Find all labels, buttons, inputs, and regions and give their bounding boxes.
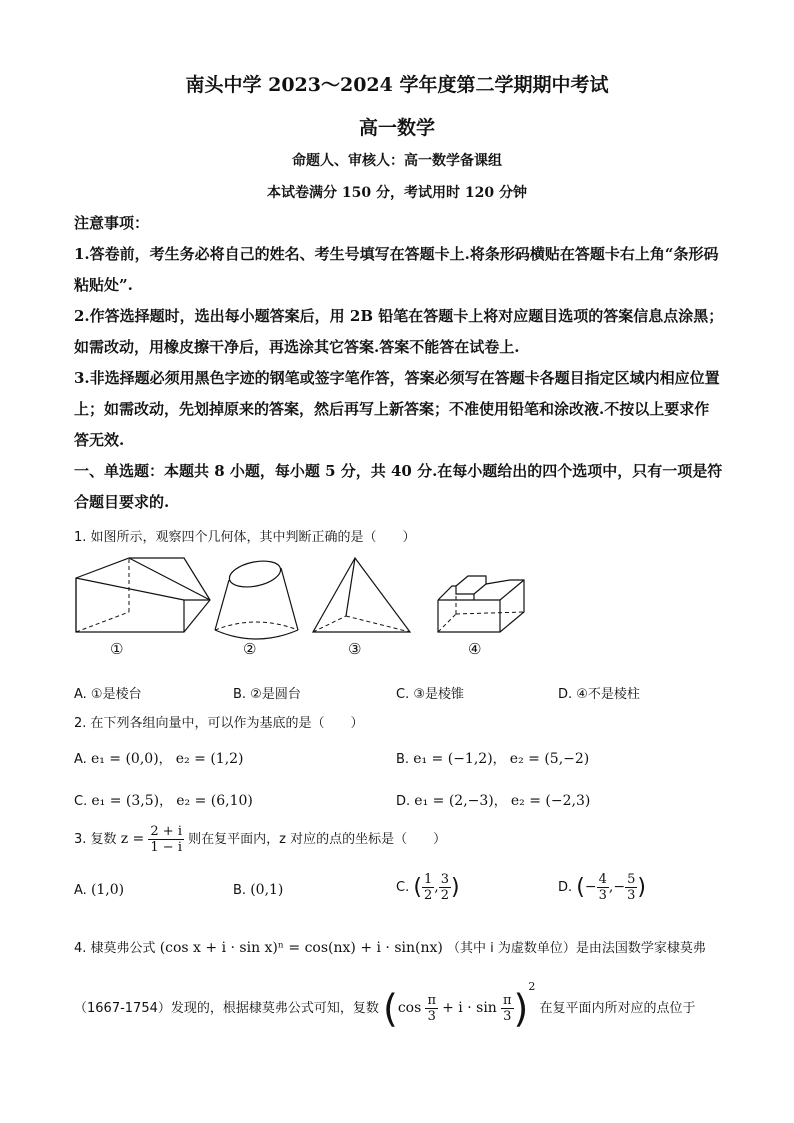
- q1-option-c: C. ③是棱锥: [396, 687, 464, 702]
- q4-line1-start: 4. 棣莫弗公式: [74, 941, 156, 956]
- q4-frac2-num: π: [502, 993, 512, 1008]
- q3-option-c-d2: 2: [440, 888, 449, 903]
- q3-denominator: 1 − i: [150, 840, 182, 855]
- q3-option-d-n1: 4: [598, 872, 607, 887]
- q3-option-d-d2: 3: [627, 888, 636, 903]
- q2-option-a-v2: e₂ = (1,2): [175, 751, 244, 767]
- section1-heading: 一、单选题：本题共 8 小题，每小题 5 分，共 40 分.在每小题给出的四个选项中，只有一项是符合题目要求的.: [74, 462, 723, 511]
- q3-prefix: 3. 复数: [74, 832, 117, 847]
- exam-authors: 命题人、审核人：高一数学备课组: [292, 153, 502, 169]
- q3-stem: [74, 824, 734, 855]
- q2-option-b: B. e₁ = (−1,2)， e₂ = (5,−2): [396, 751, 590, 767]
- q2-option-a: A. e₁ = (0,0)， e₂ = (1,2): [74, 751, 244, 767]
- q4-mid: + i · sin: [442, 1000, 497, 1016]
- q4-formula: (cos x + i · sin x)ⁿ = cos(nx) + i · sin(nx): [159, 940, 443, 956]
- q3-fraction: [148, 824, 184, 855]
- q4-exponent: 2: [528, 980, 536, 993]
- exam-info: 本试卷满分 150 分，考试用时 120 分钟: [267, 185, 527, 201]
- q4-line2-end: 在复平面内所对应的点位于: [539, 1001, 696, 1016]
- exam-title: 南头中学 2023～2024 学年度第二学期期中考试: [185, 74, 609, 96]
- q4-line1-end: （其中 i 为虚数单位）是由法国数学家棣莫弗: [447, 941, 706, 956]
- q2-option-d-v2: e₂ = (−2,3): [510, 793, 591, 809]
- q3-option-c-n1: 1: [423, 872, 433, 887]
- q3-option-b: [233, 882, 283, 898]
- q3-option-c: C. ( $\frac{1}{2}$ , $\frac{3}{2}$ ): [396, 872, 460, 903]
- q2-option-c-letter: C.: [74, 794, 88, 809]
- figure-4-solid: [438, 576, 524, 632]
- q3-option-a-letter: A.: [74, 883, 87, 898]
- q1-option-a: A. ①是棱台: [74, 687, 142, 702]
- q2-option-d: D. e₁ = (2,−3)， e₂ = (−2,3): [396, 793, 591, 809]
- q2-stem: 2. 在下列各组向量中，可以作为基底的是（ ）: [74, 716, 364, 731]
- q3-option-c-frac2: [439, 872, 451, 903]
- q3-option-d-n2: 5: [627, 872, 636, 887]
- q4-frac1: [425, 993, 438, 1024]
- q3-option-d-frac1: [597, 872, 609, 903]
- q4-cos: cos: [397, 1000, 422, 1016]
- q2-option-c: C. e₁ = (3,5)， e₂ = (6,10): [74, 793, 253, 809]
- q2-option-b-v1: e₁ = (−1,2): [413, 751, 493, 767]
- q4-line2: （1667-1754）发现的，根据棣莫弗公式可知，复数 (cos $\frac{\pi}{3}$ + i · sin $\frac{\pi}{3}$ )$^2$ 在复平面内所对应的点位于: [74, 980, 696, 1031]
- figure-3-solid: [313, 558, 410, 632]
- q3-z: z =: [120, 831, 145, 847]
- note-item-2: 2.作答选择题时，选出每小题答案后，用 2B 铅笔在答题卡上将对应题目选项的答案信息点涂黑；如需改动，用橡皮擦干净后，再选涂其它答案.答案不能答在试卷上.: [74, 307, 724, 356]
- notes-heading: 注意事项：: [74, 214, 150, 232]
- q4-line2-start: （1667-1754）发现的，根据棣莫弗公式可知，复数: [74, 1001, 379, 1016]
- q3-option-b-value: (0,1): [250, 882, 284, 898]
- figure-4-label: ④: [468, 640, 482, 658]
- note-item-1: 1.答卷前，考生务必将自己的姓名、考生号填写在答题卡上.将条形码横贴在答题卡右上角“条形码粘贴处”.: [74, 245, 719, 294]
- q1-option-b: B. ②是圆台: [233, 687, 301, 702]
- q3-option-c-d1: 2: [423, 888, 433, 903]
- q2-option-d-letter: D.: [396, 794, 411, 809]
- q2-option-b-v2: e₂ = (5,−2): [509, 751, 590, 767]
- q2-option-c-v2: e₂ = (6,10): [176, 793, 253, 809]
- q1-stem: 1. 如图所示，观察四个几何体，其中判断正确的是（ ）: [74, 530, 416, 545]
- q3-option-d-d1: 3: [598, 888, 607, 903]
- figure-1-solid: [76, 558, 210, 632]
- q3-option-a-value: (1,0): [90, 882, 125, 898]
- q3-numerator: 2 + i: [150, 824, 182, 839]
- q3-option-c-letter: C.: [396, 880, 410, 895]
- q2-option-b-letter: B.: [396, 752, 410, 767]
- figure-1-label: ①: [110, 640, 124, 658]
- q3-option-d-frac2: [625, 872, 637, 903]
- q4-frac2: [501, 993, 514, 1024]
- q3-suffix: 则在复平面内，z 对应的点的坐标是（ ）: [188, 832, 447, 847]
- q3-option-a: [74, 882, 124, 898]
- q3-option-b-letter: B.: [233, 883, 247, 898]
- figure-2-label: ②: [243, 640, 257, 658]
- q1-option-d: D. ④不是棱柱: [558, 687, 640, 702]
- q3-option-d: D. (− $\frac{4}{3}$ ,− $\frac{5}{3}$ ): [558, 872, 646, 903]
- q2-option-a-v1: e₁ = (0,0): [90, 751, 159, 767]
- q4-frac1-den: 3: [427, 1009, 436, 1024]
- q3-option-c-n2: 3: [440, 872, 449, 887]
- q2-option-a-letter: A.: [74, 752, 87, 767]
- q4-frac2-den: 3: [503, 1009, 512, 1024]
- q4-line1: [74, 937, 734, 956]
- note-item-3: 3.非选择题必须用黑色字迹的钢笔或签字笔作答，答案必须写在答题卡各题目指定区域内相应位置上；如需改动，先划掉原来的答案，然后再写上新答案；不准使用铅笔和涂改液.不按以上要求作答无效.: [74, 369, 720, 449]
- q2-option-d-v1: e₁ = (2,−3): [414, 793, 494, 809]
- figure-2-solid: [215, 557, 298, 639]
- q2-option-c-v1: e₁ = (3,5): [91, 793, 160, 809]
- exam-subject: 高一数学: [358, 117, 435, 139]
- q3-option-d-letter: D.: [558, 880, 573, 895]
- figure-3-label: ③: [348, 640, 362, 658]
- q3-option-c-frac1: [422, 872, 434, 903]
- q4-frac1-num: π: [427, 993, 436, 1008]
